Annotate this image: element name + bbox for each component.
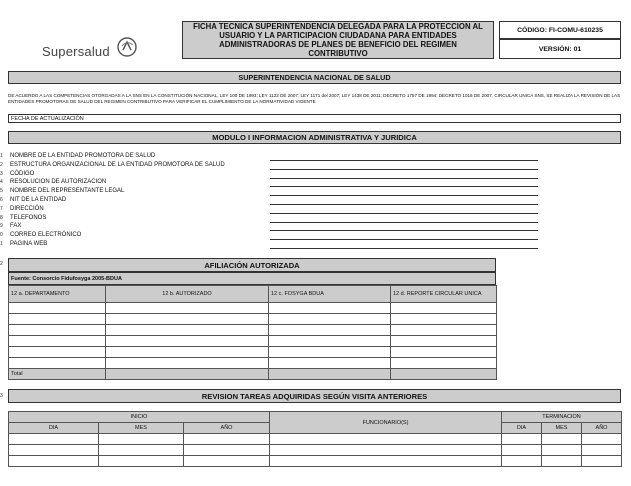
table-cell[interactable] bbox=[502, 445, 542, 456]
terminacion-anio: AÑO bbox=[582, 423, 622, 434]
revision-table bbox=[8, 411, 622, 467]
row-number: 2 bbox=[0, 261, 3, 267]
table-row bbox=[9, 445, 622, 456]
row-number: 5 bbox=[0, 188, 3, 195]
total-row bbox=[9, 369, 497, 380]
table-row bbox=[9, 347, 497, 358]
banner-superintendencia: SUPERINTENDENCIA NACIONAL DE SALUD bbox=[8, 71, 621, 84]
table-cell[interactable] bbox=[270, 456, 502, 467]
table-cell[interactable] bbox=[582, 456, 622, 467]
field-input-line[interactable] bbox=[270, 178, 538, 179]
field-input-line[interactable] bbox=[270, 169, 538, 170]
row-number: 0 bbox=[0, 232, 3, 239]
field-label: DIRECCIÓN bbox=[10, 205, 44, 212]
field-label: NOMBRE DEL REPRESENTANTE LEGAL bbox=[10, 188, 125, 195]
table-cell[interactable] bbox=[184, 456, 270, 467]
document-version: VERSIÓN: 01 bbox=[499, 39, 621, 59]
table-cell[interactable] bbox=[269, 325, 391, 336]
field-label: ESTRUCTURA ORGANIZACIONAL DE LA ENTIDAD PROMOTORA DE SALUD bbox=[10, 161, 225, 168]
table-cell[interactable] bbox=[270, 445, 502, 456]
row-number: 8 bbox=[0, 214, 3, 221]
revision-title: REVISION TAREAS ADQUIRIDAS SEGÚN VISITA ANTERIORES bbox=[8, 389, 621, 403]
field-input-line[interactable] bbox=[270, 213, 538, 214]
field-label: FAX bbox=[10, 223, 22, 230]
table-cell[interactable] bbox=[269, 303, 391, 314]
table-cell[interactable] bbox=[9, 325, 106, 336]
table-cell[interactable] bbox=[391, 358, 497, 369]
table-row bbox=[9, 358, 497, 369]
field-label: CÓDIGO bbox=[10, 170, 35, 177]
table-cell[interactable] bbox=[391, 325, 497, 336]
inicio-header: INICIO bbox=[9, 412, 270, 423]
row-number: 4 bbox=[0, 179, 3, 186]
row-number: 9 bbox=[0, 223, 3, 230]
table-cell[interactable] bbox=[106, 303, 269, 314]
table-cell[interactable] bbox=[269, 314, 391, 325]
col-departamento: 12 a. DEPARTAMENTO bbox=[9, 286, 106, 303]
table-cell[interactable] bbox=[184, 445, 270, 456]
row-number: 3 bbox=[0, 393, 3, 399]
inicio-mes: MES bbox=[99, 423, 184, 434]
row-number: 6 bbox=[0, 197, 3, 203]
table-row bbox=[9, 434, 622, 445]
field-input-line[interactable] bbox=[270, 222, 538, 223]
table-cell[interactable] bbox=[542, 445, 582, 456]
total-label: Total bbox=[9, 369, 106, 380]
table-row bbox=[9, 303, 497, 314]
total-cell[interactable] bbox=[269, 369, 391, 380]
table-cell[interactable] bbox=[106, 314, 269, 325]
table-cell[interactable] bbox=[269, 347, 391, 358]
logo-area bbox=[8, 18, 178, 58]
terminacion-mes: MES bbox=[542, 423, 582, 434]
table-cell[interactable] bbox=[502, 434, 542, 445]
afiliacion-fuente: Fuente: Consorcio Fidufosyga 2005-BDUA bbox=[8, 272, 496, 285]
col-reporte-circular: 12 d. REPORTE CIRCULAR UNICA bbox=[391, 286, 497, 303]
afiliacion-table bbox=[8, 285, 497, 380]
table-cell[interactable] bbox=[391, 314, 497, 325]
terminacion-dia: DIA bbox=[502, 423, 542, 434]
table-cell[interactable] bbox=[184, 434, 270, 445]
field-label: NIT DE LA ENTIDAD bbox=[10, 197, 67, 203]
logo-text: Supersalud bbox=[42, 44, 110, 59]
legal-text: DE ACUERDO A LAS COMPETENCIAS OTORGADAS A LA SNS EN LA CONSTITUCIÓN NACIONAL, LEY 100 DE 1993; LEY 1122 DE 2007; LEY 1171 del 2007; LEY 1438 DE 2011; DECRETO 1757 DE 1994; DECRETO 1018 DE 2007, CIRCULAR UNICA SNS, SE REALIZA LA REVISIÓN DE LAS ENTIDADES PROMOTORAS DE SALUD DEL REGIMEN CONTRIBUTIVO PARA VERIFICAR EL CUMPLIMIENTO DE LA NORMATIVIDAD VIGENTE bbox=[8, 93, 621, 104]
table-cell[interactable] bbox=[582, 445, 622, 456]
row-number: 2 bbox=[0, 161, 3, 168]
table-row bbox=[9, 456, 622, 467]
document-title: FICHA TECNICA SUPERINTENDENCIA DELEGADA PARA LA PROTECCION AL USUARIO Y LA PARTICIPACION CIUDADANA PARA ENTIDADES ADMINISTRADORAS DE PLANES DE BENEFICIO DEL REGIMEN CONTRIBUTIVO bbox=[182, 21, 494, 59]
field-input-line[interactable] bbox=[270, 204, 538, 205]
field-label: NOMBRE DE LA ENTIDAD PROMOTORA DE SALUD bbox=[10, 153, 156, 159]
table-cell[interactable] bbox=[106, 325, 269, 336]
row-number: 1 bbox=[0, 241, 3, 247]
field-input-line[interactable] bbox=[270, 160, 538, 161]
table-cell[interactable] bbox=[106, 336, 269, 347]
field-input-line[interactable] bbox=[270, 195, 538, 196]
table-cell[interactable] bbox=[9, 434, 99, 445]
col-autorizado: 12 b. AUTORIZADO bbox=[106, 286, 269, 303]
table-cell[interactable] bbox=[9, 347, 106, 358]
table-cell[interactable] bbox=[270, 434, 502, 445]
table-cell[interactable] bbox=[269, 358, 391, 369]
table-cell[interactable] bbox=[9, 303, 106, 314]
table-cell[interactable] bbox=[269, 336, 391, 347]
table-cell[interactable] bbox=[582, 434, 622, 445]
table-cell[interactable] bbox=[391, 347, 497, 358]
supersalud-logo-icon bbox=[116, 36, 138, 58]
field-label: CORREO ELECTRÓNICO bbox=[10, 232, 82, 239]
afiliacion-title: AFILIACIÓN AUTORIZADA bbox=[8, 258, 496, 272]
inicio-anio: AÑO bbox=[184, 423, 270, 434]
table-cell[interactable] bbox=[502, 456, 542, 467]
field-input-line[interactable] bbox=[270, 248, 538, 249]
terminacion-header: TERMINACION bbox=[502, 412, 622, 423]
modulo-title: MODULO I INFORMACION ADMINISTRATIVA Y JURIDICA bbox=[8, 131, 621, 144]
field-input-line[interactable] bbox=[270, 239, 538, 240]
document-code: CÓDIGO: FI-COMU-610235 bbox=[499, 21, 621, 39]
table-cell[interactable] bbox=[9, 336, 106, 347]
table-cell[interactable] bbox=[99, 456, 184, 467]
table-cell[interactable] bbox=[9, 314, 106, 325]
table-cell[interactable] bbox=[9, 445, 99, 456]
table-cell[interactable] bbox=[391, 336, 497, 347]
field-label: RESOLUCION DE AUTORIZACION bbox=[10, 179, 107, 186]
funcionarios-header: FUNCIONARIO(S) bbox=[270, 412, 502, 434]
field-input-line[interactable] bbox=[270, 230, 538, 231]
table-cell[interactable] bbox=[391, 303, 497, 314]
table-row bbox=[9, 314, 497, 325]
table-cell[interactable] bbox=[9, 456, 99, 467]
total-cell[interactable] bbox=[391, 369, 497, 380]
field-input-line[interactable] bbox=[270, 186, 538, 187]
table-cell[interactable] bbox=[542, 456, 582, 467]
total-cell[interactable] bbox=[106, 369, 269, 380]
fecha-actualizacion-field[interactable]: FECHA DE ACTUALIZACIÓN bbox=[8, 114, 621, 123]
table-cell[interactable] bbox=[542, 434, 582, 445]
col-fosyga-bdua: 12 c. FOSYGA BDUA bbox=[269, 286, 391, 303]
table-row bbox=[9, 325, 497, 336]
row-number: 7 bbox=[0, 205, 3, 212]
table-cell[interactable] bbox=[9, 358, 106, 369]
row-number: 1 bbox=[0, 153, 3, 159]
table-cell[interactable] bbox=[99, 434, 184, 445]
table-cell[interactable] bbox=[106, 347, 269, 358]
field-label: PAGINA WEB bbox=[10, 241, 48, 247]
table-cell[interactable] bbox=[106, 358, 269, 369]
table-row bbox=[9, 336, 497, 347]
table-cell[interactable] bbox=[99, 445, 184, 456]
field-label: TELEFONOS bbox=[10, 214, 47, 221]
inicio-dia: DIA bbox=[9, 423, 99, 434]
row-number: 3 bbox=[0, 170, 3, 177]
